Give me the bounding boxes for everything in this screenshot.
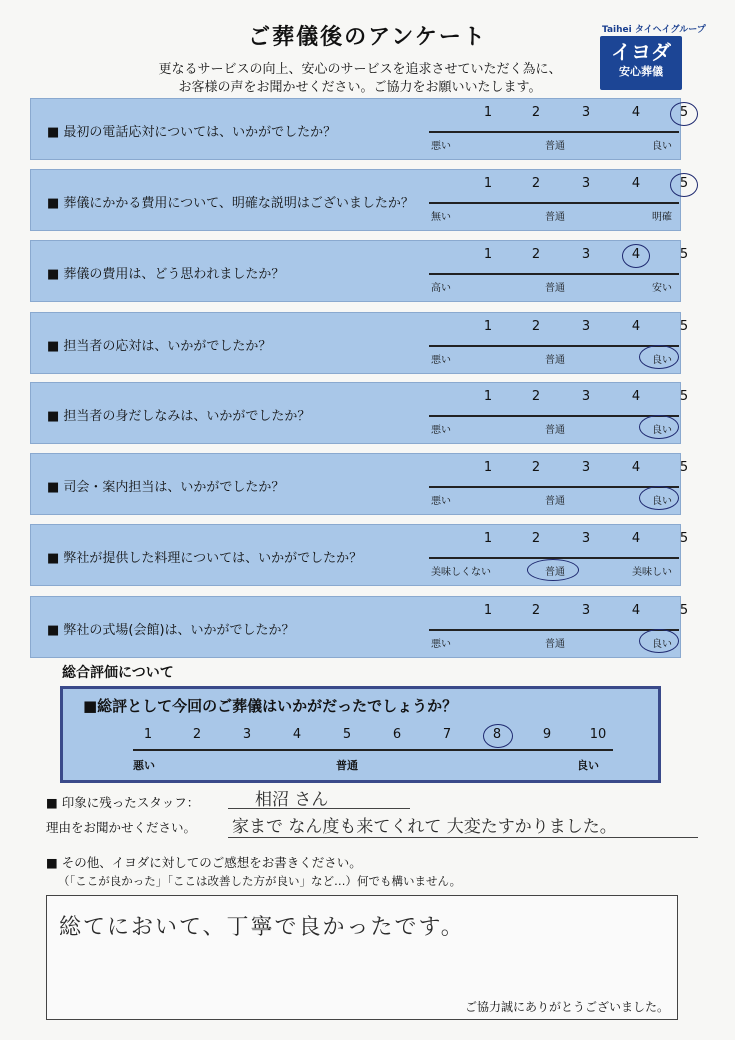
scale-line — [429, 629, 679, 631]
scale-label: 良い — [652, 639, 672, 650]
scale-label: 普通 — [545, 355, 565, 366]
rating-option[interactable]: 5 — [679, 531, 689, 546]
rating-option[interactable]: 3 — [581, 319, 591, 334]
reason-answer: 家まで なん度も来てくれて 大変たすかりました。 — [232, 817, 617, 837]
overall-scale-label: 悪い — [133, 759, 155, 772]
rating-scale — [429, 176, 689, 194]
scale-label: 良い — [652, 425, 672, 436]
scale-label: 普通 — [545, 639, 565, 650]
scale-label: 普通 — [545, 212, 565, 223]
overall-section-title: 総合評価について — [62, 665, 174, 681]
intro-line-2: お客様の声をお聞かせください。ご協力をお願いいたします。 — [178, 80, 542, 95]
question-row — [30, 312, 689, 374]
comments-label: ■ その他、イヨダに対してのご感想をお書きください。 — [46, 855, 362, 870]
question-row — [30, 169, 689, 231]
rating-option[interactable]: 5 — [679, 247, 689, 262]
overall-rating-option[interactable]: 4 — [292, 727, 302, 742]
scale-label: 普通 — [545, 496, 565, 507]
rating-option[interactable]: 2 — [531, 105, 541, 120]
handwritten-circle — [639, 415, 679, 439]
scale-label: 無い — [431, 212, 451, 223]
rating-option[interactable]: 5 — [679, 389, 689, 404]
rating-option[interactable]: 4 — [631, 389, 641, 404]
scale-label: 美味しい — [632, 567, 672, 578]
question-text: ■ 葬儀の費用は、どう思われましたか？ — [47, 267, 285, 282]
rating-scale — [429, 531, 689, 549]
scale-line — [429, 486, 679, 488]
rating-option[interactable]: 1 — [483, 460, 493, 475]
overall-rating-option[interactable]: 10 — [589, 727, 607, 742]
overall-rating-option[interactable]: 3 — [242, 727, 252, 742]
rating-option[interactable]: 5 — [679, 603, 689, 618]
logo-name: イヨダ — [611, 40, 671, 64]
rating-scale — [429, 460, 689, 478]
rating-option[interactable]: 2 — [531, 460, 541, 475]
scale-label: 普通 — [545, 567, 565, 578]
rating-scale — [429, 603, 689, 621]
rating-option[interactable]: 3 — [581, 460, 591, 475]
rating-option[interactable]: 2 — [531, 176, 541, 191]
comments-box — [46, 895, 678, 1020]
rating-option[interactable]: 1 — [483, 176, 493, 191]
rating-option[interactable]: 4 — [631, 247, 641, 262]
rating-option[interactable]: 3 — [581, 531, 591, 546]
scale-label: 美味しくない — [431, 567, 491, 578]
rating-option[interactable]: 3 — [581, 389, 591, 404]
scale-label: 明確 — [652, 212, 672, 223]
handwritten-circle — [670, 173, 698, 197]
intro-line-1: 更なるサービスの向上、安心のサービスを追求させていただく為に、 — [158, 62, 562, 77]
rating-option[interactable]: 2 — [531, 531, 541, 546]
question-text: ■ 担当者の身だしなみは、いかがでしたか？ — [47, 409, 311, 424]
rating-option[interactable]: 1 — [483, 389, 493, 404]
scale-line — [429, 345, 679, 347]
handwritten-circle — [639, 486, 679, 510]
rating-option[interactable]: 4 — [631, 105, 641, 120]
handwritten-circle — [639, 345, 679, 369]
rating-option[interactable]: 2 — [531, 389, 541, 404]
overall-rating-option[interactable]: 6 — [392, 727, 402, 742]
overall-rating-option[interactable]: 9 — [542, 727, 552, 742]
question-row — [30, 524, 689, 586]
scale-label: 悪い — [431, 141, 451, 152]
handwritten-circle — [639, 629, 679, 653]
rating-option[interactable]: 4 — [631, 176, 641, 191]
overall-scale-label: 普通 — [336, 759, 358, 772]
overall-rating-box — [60, 686, 661, 783]
scale-label: 安い — [652, 283, 672, 294]
overall-scale-label: 良い — [577, 759, 599, 772]
scale-line — [429, 202, 679, 204]
staff-label: ■ 印象に残ったスタッフ： — [46, 795, 200, 810]
question-text: ■ 最初の電話応対については、いかがでしたか？ — [47, 125, 337, 140]
company-logo — [600, 36, 682, 90]
reason-underline — [228, 837, 698, 838]
scale-label: 普通 — [545, 141, 565, 152]
brand-text: Taihei タイヘイグループ — [602, 25, 706, 35]
scale-line — [429, 415, 679, 417]
scale-label: 良い — [652, 355, 672, 366]
rating-option[interactable]: 2 — [531, 603, 541, 618]
rating-option[interactable]: 4 — [631, 603, 641, 618]
rating-option[interactable]: 1 — [483, 247, 493, 262]
scale-label: 普通 — [545, 425, 565, 436]
handwritten-circle — [622, 244, 650, 268]
handwritten-circle — [670, 102, 698, 126]
rating-option[interactable]: 4 — [631, 319, 641, 334]
rating-option[interactable]: 2 — [531, 319, 541, 334]
comments-answer: 総てにおいて、丁寧で良かったです。 — [59, 915, 465, 940]
rating-option[interactable]: 5 — [679, 105, 689, 120]
handwritten-circle — [527, 559, 579, 581]
question-text: ■ 司会・案内担当は、いかがでしたか？ — [47, 480, 285, 495]
scale-label: 悪い — [431, 355, 451, 366]
rating-option[interactable]: 5 — [679, 460, 689, 475]
rating-option[interactable]: 3 — [581, 176, 591, 191]
scale-label: 良い — [652, 141, 672, 152]
rating-option[interactable]: 4 — [631, 460, 641, 475]
rating-option[interactable]: 4 — [631, 531, 641, 546]
question-row — [30, 240, 689, 302]
rating-option[interactable]: 1 — [483, 319, 493, 334]
rating-option[interactable]: 2 — [531, 247, 541, 262]
rating-option[interactable]: 1 — [483, 531, 493, 546]
question-row — [30, 98, 689, 160]
staff-name-underline — [228, 808, 410, 809]
page-title: ご葬儀後のアンケート — [248, 25, 487, 50]
scale-label: 悪い — [431, 639, 451, 650]
overall-rating-option[interactable]: 5 — [342, 727, 352, 742]
overall-rating-option[interactable]: 1 — [143, 727, 153, 742]
overall-rating-option[interactable]: 7 — [442, 727, 452, 742]
scale-label: 悪い — [431, 496, 451, 507]
question-text: ■ 弊社が提供した料理については、いかがでしたか？ — [47, 551, 363, 566]
comments-hint: （「ここが良かった」「ここは改善した方が良い」など…）何でも構いません。 — [58, 874, 462, 888]
question-row — [30, 596, 689, 658]
scale-label: 良い — [652, 496, 672, 507]
overall-question: ■総評として今回のご葬儀はいかがだったでしょうか？ — [83, 697, 458, 715]
rating-scale — [429, 319, 689, 337]
question-text: ■ 担当者の応対は、いかがでしたか？ — [47, 339, 272, 354]
overall-rating-option[interactable]: 8 — [492, 727, 502, 742]
rating-option[interactable]: 1 — [483, 603, 493, 618]
overall-scale-line — [133, 749, 613, 751]
rating-option[interactable]: 1 — [483, 105, 493, 120]
reason-label: 理由をお聞かせください。 — [46, 820, 197, 835]
rating-option[interactable]: 5 — [679, 319, 689, 334]
thanks-text: ご協力誠にありがとうございました。 — [464, 1000, 669, 1014]
staff-name-answer: 相沼 さん — [255, 790, 329, 810]
handwritten-circle — [483, 724, 513, 748]
logo-sub: 安心葬儀 — [619, 65, 663, 78]
scale-line — [429, 273, 679, 275]
rating-option[interactable]: 3 — [581, 105, 591, 120]
question-row — [30, 453, 689, 515]
rating-scale — [429, 389, 689, 407]
rating-scale — [429, 105, 689, 123]
scale-label: 普通 — [545, 283, 565, 294]
question-text: ■ 弊社の式場(会館)は、いかがでしたか？ — [47, 623, 295, 638]
scale-label: 悪い — [431, 425, 451, 436]
rating-option[interactable]: 3 — [581, 247, 591, 262]
question-text: ■ 葬儀にかかる費用について、明確な説明はございましたか？ — [47, 196, 414, 211]
question-row — [30, 382, 689, 444]
overall-rating-option[interactable]: 2 — [192, 727, 202, 742]
rating-option[interactable]: 3 — [581, 603, 591, 618]
rating-option[interactable]: 5 — [679, 176, 689, 191]
scale-line — [429, 131, 679, 133]
scale-label: 高い — [431, 283, 451, 294]
